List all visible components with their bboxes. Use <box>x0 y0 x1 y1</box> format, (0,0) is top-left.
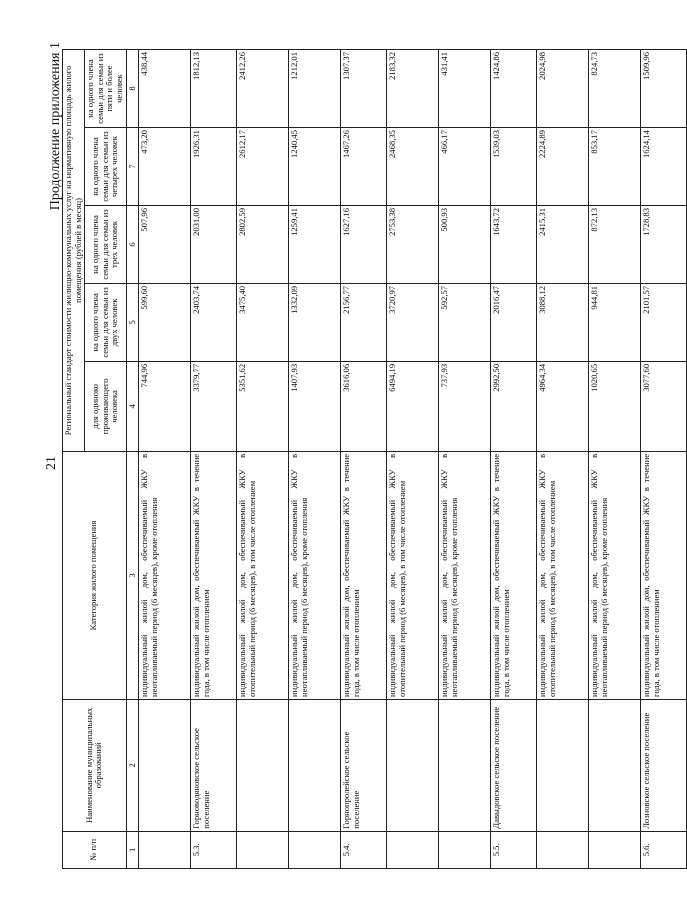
standard-value: 473,20 <box>139 128 191 206</box>
standard-value: 2415,31 <box>537 205 589 283</box>
standard-value: 853,17 <box>589 128 641 206</box>
standard-value: 592,57 <box>439 283 491 361</box>
table-row <box>289 50 341 869</box>
row-number <box>139 831 191 868</box>
housing-category: индивидуальный жилой дом, обеспечиваемый ЖКУ в отопительный период (6 месяцев), в том числе отоплением <box>537 451 589 699</box>
standard-value: 2753,38 <box>387 205 439 283</box>
standard-value: 1624,14 <box>641 128 687 206</box>
standard-value: 2802,59 <box>237 205 289 283</box>
header-col5: на одного члена семьи для семьи из двух человек <box>85 283 126 361</box>
row-number <box>289 831 341 868</box>
municipality-name <box>387 699 439 831</box>
housing-category: индивидуальный жилой дом, обеспечиваемый ЖКУ в течение года, в том числе отоплением <box>491 451 537 699</box>
standard-value: 438,44 <box>139 50 191 128</box>
standard-value: 2612,17 <box>237 128 289 206</box>
standard-value: 1259,41 <box>289 205 341 283</box>
standard-value: 744,96 <box>139 361 191 451</box>
standard-value: 1926,31 <box>191 128 237 206</box>
standard-value: 3720,97 <box>387 283 439 361</box>
housing-category: индивидуальный жилой дом, обеспечиваемый ЖКУ в течение года, в том числе отоплением <box>341 451 387 699</box>
municipality-name: Лозновское сельское поселение <box>641 699 687 831</box>
column-number: 8 <box>126 50 139 128</box>
table-row <box>641 50 687 869</box>
standard-value: 872,13 <box>589 205 641 283</box>
standard-value: 2183,32 <box>387 50 439 128</box>
municipality-name <box>439 699 491 831</box>
standard-value: 3088,12 <box>537 283 589 361</box>
standard-value: 1424,86 <box>491 50 537 128</box>
table-row <box>439 50 491 869</box>
standard-value: 1643,72 <box>491 205 537 283</box>
standard-value: 6494,19 <box>387 361 439 451</box>
page-number: 21 <box>44 456 59 470</box>
housing-category: индивидуальный жилой дом, обеспечиваемый ЖКУ в течение года, в том числе отоплением <box>641 451 687 699</box>
standard-value: 1539,03 <box>491 128 537 206</box>
header-col4: для одиноко проживающего человека <box>85 361 126 451</box>
standard-value: 599,60 <box>139 283 191 361</box>
housing-standard-table <box>62 49 687 869</box>
header-col7: на одного члена семьи для семьи из четырех человек <box>85 128 126 206</box>
municipality-name: Горноводяновское сельское поселение <box>191 699 237 831</box>
row-number: 5.4. <box>341 831 387 868</box>
table-row <box>537 50 589 869</box>
standard-value: 5351,62 <box>237 361 289 451</box>
standard-value: 2403,74 <box>191 283 237 361</box>
standard-value: 1509,96 <box>641 50 687 128</box>
standard-value: 2024,98 <box>537 50 589 128</box>
table-row <box>237 50 289 869</box>
column-number: 3 <box>126 451 139 699</box>
standard-value: 3616,06 <box>341 361 387 451</box>
housing-category: индивидуальный жилой дом, обеспечиваемый ЖКУ в неотапливаемый период (6 месяцев), кроме отопления <box>139 451 191 699</box>
standard-value: 2992,50 <box>491 361 537 451</box>
housing-category: индивидуальный жилой дом, обеспечиваемый ЖКУ в неотапливаемый период (6 месяцев), кроме отопления <box>439 451 491 699</box>
column-number-row <box>126 50 139 869</box>
standard-value: 466,17 <box>439 128 491 206</box>
standard-value: 507,96 <box>139 205 191 283</box>
standard-value: 1307,37 <box>341 50 387 128</box>
municipality-name <box>237 699 289 831</box>
housing-category: индивидуальный жилой дом, обеспечиваемый ЖКУ в течение года, в том числе отоплением <box>191 451 237 699</box>
header-col8: на одного члена семьи для семьи из пяти и более человек <box>85 50 126 128</box>
housing-category: индивидуальный жилой дом, обеспечиваемый ЖКУ в неотапливаемый период (6 месяцев), кроме отопления <box>289 451 341 699</box>
header-row-1 <box>63 50 85 869</box>
housing-category: индивидуальный жилой дом, обеспечиваемый ЖКУ в неотапливаемый период (6 месяцев), кроме отопления <box>589 451 641 699</box>
row-number: 5.3. <box>191 831 237 868</box>
row-number <box>387 831 439 868</box>
standard-value: 1407,93 <box>289 361 341 451</box>
table-row <box>341 50 387 869</box>
standard-value: 1812,13 <box>191 50 237 128</box>
row-number <box>237 831 289 868</box>
standard-value: 1728,83 <box>641 205 687 283</box>
municipality-name <box>537 699 589 831</box>
standard-value: 2412,26 <box>237 50 289 128</box>
column-number: 2 <box>126 699 139 831</box>
header-category: Категория жилого помещения <box>63 451 127 699</box>
standard-value: 2156,77 <box>341 283 387 361</box>
appendix-caption: Продолжение приложения 1 <box>48 42 63 211</box>
standard-value: 1627,16 <box>341 205 387 283</box>
standard-value: 1212,01 <box>289 50 341 128</box>
housing-category: индивидуальный жилой дом, обеспечиваемый ЖКУ в отопительный период (6 месяцев), в том числе отоплением <box>237 451 289 699</box>
header-num: № п/п <box>63 831 127 868</box>
standard-value: 737,93 <box>439 361 491 451</box>
column-number: 6 <box>126 205 139 283</box>
municipality-name: Горнопролейское сельское поселение <box>341 699 387 831</box>
column-number: 5 <box>126 283 139 361</box>
standard-value: 2468,35 <box>387 128 439 206</box>
row-number <box>589 831 641 868</box>
standard-value: 944,81 <box>589 283 641 361</box>
table-body <box>139 50 687 869</box>
table-row <box>191 50 237 869</box>
standard-value: 1020,65 <box>589 361 641 451</box>
table-row <box>491 50 537 869</box>
standard-value: 2031,00 <box>191 205 237 283</box>
standard-value: 431,41 <box>439 50 491 128</box>
standard-value: 824,73 <box>589 50 641 128</box>
row-number <box>439 831 491 868</box>
column-number: 1 <box>126 831 139 868</box>
municipality-name <box>589 699 641 831</box>
standard-value: 1332,09 <box>289 283 341 361</box>
row-number: 5.6. <box>641 831 687 868</box>
table-row <box>589 50 641 869</box>
column-number: 4 <box>126 361 139 451</box>
standard-value: 3475,40 <box>237 283 289 361</box>
table-row <box>387 50 439 869</box>
table-row <box>139 50 191 869</box>
standard-value: 3077,60 <box>641 361 687 451</box>
standard-value: 2016,47 <box>491 283 537 361</box>
municipality-name <box>289 699 341 831</box>
standard-value: 1240,45 <box>289 128 341 206</box>
header-col6: на одного члена семьи для семьи из трех человек <box>85 205 126 283</box>
column-number: 7 <box>126 128 139 206</box>
row-number: 5.5. <box>491 831 537 868</box>
standard-value: 500,93 <box>439 205 491 283</box>
standard-value: 4964,34 <box>537 361 589 451</box>
standard-value: 3379,77 <box>191 361 237 451</box>
housing-category: индивидуальный жилой дом, обеспечиваемый ЖКУ в отопительный период (6 месяцев), в том числе отоплением <box>387 451 439 699</box>
municipality-name: Давыдовское сельское поселение <box>491 699 537 831</box>
header-standard: Региональный стандарт стоимости жилищно-коммунальных услуг на нормативную площадь жилого помещения (рублей в месяц) <box>63 50 85 452</box>
standard-value: 2224,89 <box>537 128 589 206</box>
standard-value: 1467,26 <box>341 128 387 206</box>
municipality-name <box>139 699 191 831</box>
standard-value: 2101,57 <box>641 283 687 361</box>
row-number <box>537 831 589 868</box>
header-municipality: Наименование муниципальных образований <box>63 699 127 831</box>
